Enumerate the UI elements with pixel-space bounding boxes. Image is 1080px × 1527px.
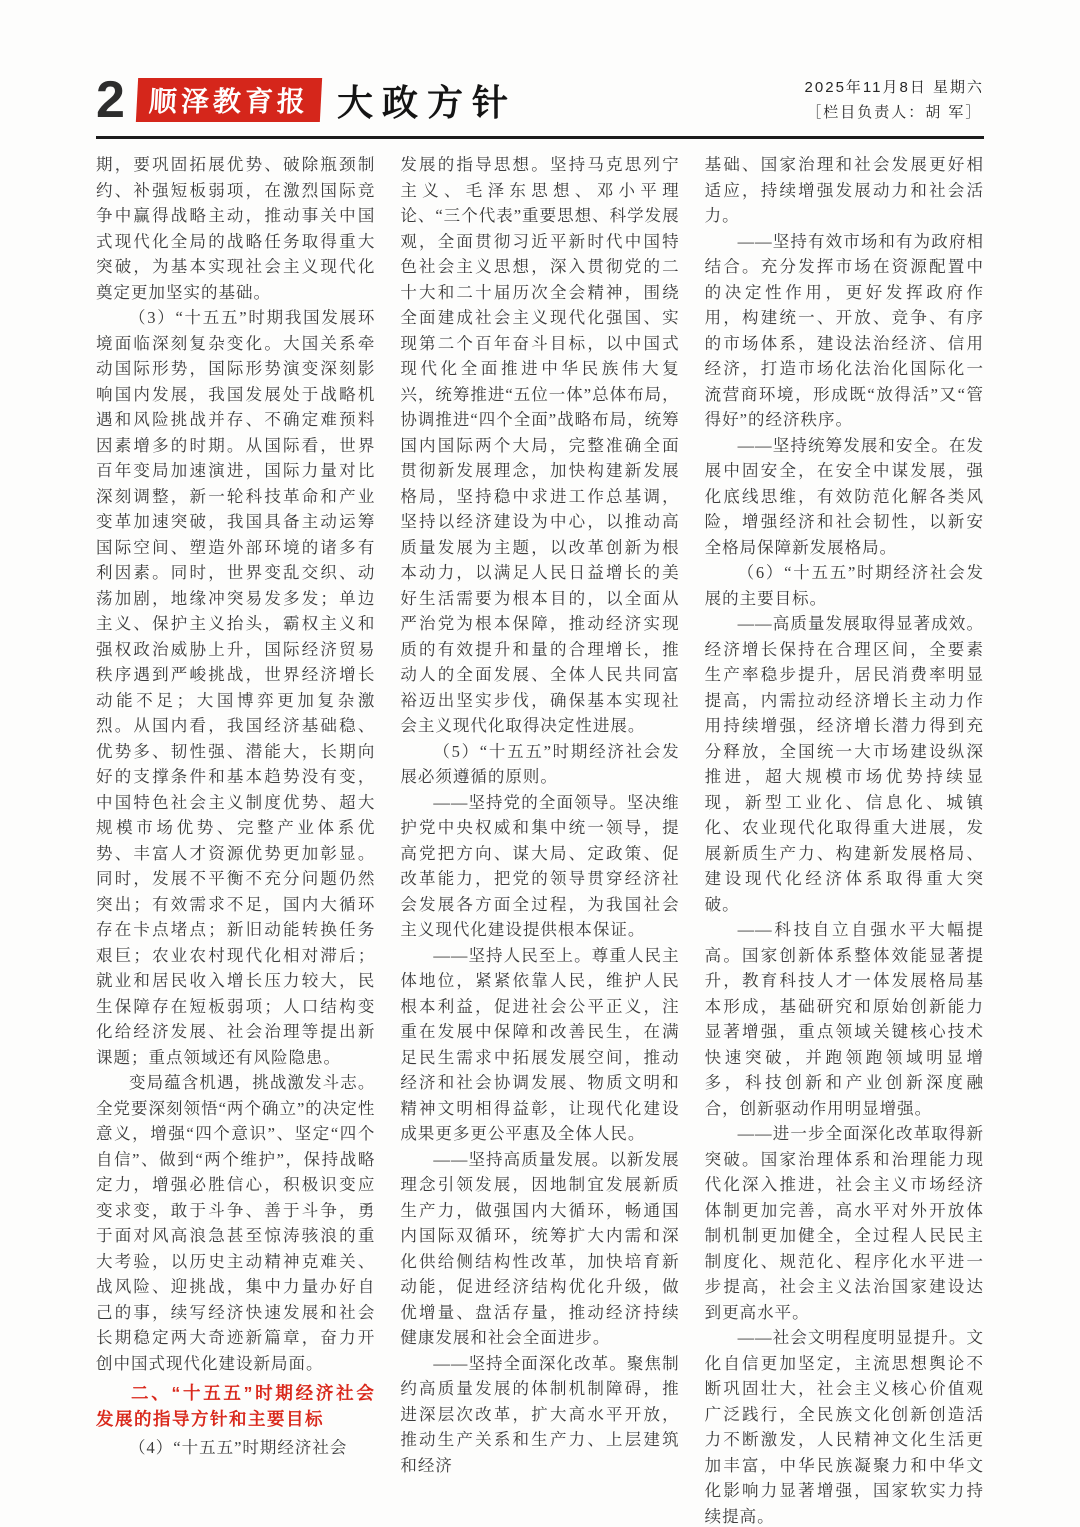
header-meta <box>805 75 984 126</box>
paragraph: ——坚持高质量发展。以新发展理念引领发展，因地制宜发展新质生产力，做强国内大循环，畅通国内国际双循环，统筹扩大内需和深化供给侧结构性改革，加快培育新动能，促进经济结构优化升级，做优增量、盘活存量，推动经济持续健康发展和社会全面进步。 <box>400 1149 680 1347</box>
article-body <box>96 152 984 1527</box>
paragraph: ——坚持党的全面领导。坚决维护党中央权威和集中统一领导，提高党把方向、谋大局、定政策、促改革能力，把党的领导贯穿经济社会发展各方面全过程，为我国社会主义现代化建设提供根本保证。 <box>400 792 680 939</box>
page-number: 2 <box>96 71 125 129</box>
column-1 <box>96 152 375 1527</box>
editor-line: ［栏目负责人：胡 军］ <box>806 104 983 121</box>
paragraph: ——坚持全面深化改革。聚焦制约高质量发展的体制机制障碍，推进深层次改革，扩大高水平开放，推动生产关系和生产力、上层建筑和经济 <box>400 1353 680 1475</box>
paragraph: （5）“十五五”时期经济社会发展必须遵循的原则。 <box>400 741 680 786</box>
masthead-text: 顺泽教育报 <box>147 85 310 118</box>
paragraph: ——坚持有效市场和有为政府相结合。充分发挥市场在资源配置中的决定性作用，更好发挥政府作用，构建统一、开放、竞争、有序的市场体系，建设法治经济、信用经济，打造市场化法治化国际化一流营商环境，形成既“放得活”又“管得好”的经济秩序。 <box>704 231 984 429</box>
paragraph: 基础、国家治理和社会发展更好相适应，持续增强发展动力和社会活力。 <box>704 155 984 225</box>
paragraph: ——科技自立自强水平大幅提高。国家创新体系整体效能显著提升，教育科技人才一体发展格局基本形成，基础研究和原始创新能力显著增强，重点领域关键核心技术快速突破，并跑领跑领域明显增多，科技创新和产业创新深度融合，创新驱动作用明显增强。 <box>704 920 984 1118</box>
masthead-logo <box>136 78 322 122</box>
section-title: 大政方针 <box>336 81 517 123</box>
paragraph: ——社会文明程度明显提升。文化自信更加坚定，主流思想舆论不断巩固壮大，社会主义核心价值观广泛践行，全民族文化创新创造活力不断激发，人民精神文化生活更加丰富，中华民族凝聚力和中华文化影响力显著增强，国家软实力持续提高。 <box>704 1328 984 1526</box>
header-rule <box>96 136 984 139</box>
paragraph: 期，要巩固拓展优势、破除瓶颈制约、补强短板弱项，在激烈国际竞争中赢得战略主动，推动事关中国式现代化全局的战略任务取得重大突破，为基本实现社会主义现代化奠定更加坚实的基础。 <box>96 155 376 302</box>
column-2 <box>400 152 679 1527</box>
date-line: 2025年11月8日 星期六 <box>804 78 984 96</box>
paragraph: ——进一步全面深化改革取得新突破。国家治理体系和治理能力现代化深入推进，社会主义市场经济体制更加完善，高水平对外开放体制机制更加健全，全过程人民民主制度化、规范化、程序化水平进一步提高，社会主义法治国家建设达到更高水平。 <box>704 1124 984 1322</box>
page-header <box>96 71 984 129</box>
paragraph: ——高质量发展取得显著成效。经济增长保持在合理区间，全要素生产率稳步提升，居民消费率明显提高，内需拉动经济增长主动力作用持续增强，经济增长潜力得到充分释放，全国统一大市场建设纵深推进，超大规模市场优势持续显现，新型工业化、信息化、城镇化、农业现代化取得重大进展，发展新质生产力、构建新发展格局、建设现代化经济体系取得重大突破。 <box>704 614 984 914</box>
paragraph: 发展的指导思想。坚持马克思列宁主义、毛泽东思想、邓小平理论、“三个代表”重要思想、科学发展观，全面贯彻习近平新时代中国特色社会主义思想，深入贯彻党的二十大和二十届历次全会精神，围绕全面建成社会主义现代化强国、实现第二个百年奋斗目标，以中国式现代化全面推进中华民族伟大复兴，统筹推进“五位一体”总体布局，协调推进“四个全面”战略布局，统筹国内国际两个大局，完整准确全面贯彻新发展理念，加快构建新发展格局，坚持稳中求进工作总基调，坚持以经济建设为中心，以推动高质量发展为主题，以改革创新为根本动力，以满足人民日益增长的美好生活需要为根本目的，以全面从严治党为根本保障，推动经济实现质的有效提升和量的合理增长，推动人的全面发展、全体人民共同富裕迈出坚实步伐，确保基本实现社会主义现代化取得决定性进展。 <box>400 155 680 735</box>
column-3 <box>705 152 984 1527</box>
paragraph: （4）“十五五”时期经济社会 <box>129 1438 348 1457</box>
paragraph: （6）“十五五”时期经济社会发展的主要目标。 <box>704 563 984 608</box>
section-heading: 二、“十五五”时期经济社会发展的指导方针和主要目标 <box>96 1383 376 1429</box>
paragraph: ——坚持统筹发展和安全。在发展中固安全，在安全中谋发展，强化底线思维，有效防范化解各类风险，增强经济和社会韧性，以新安全格局保障新发展格局。 <box>704 435 984 557</box>
paragraph: ——坚持人民至上。尊重人民主体地位，紧紧依靠人民，维护人民根本利益，促进社会公平正义，注重在发展中保障和改善民生，在满足民生需求中拓展发展空间，推动经济和社会协调发展、物质文明和精神文明相得益彰，让现代化建设成果更多更公平惠及全体人民。 <box>400 945 680 1143</box>
paragraph: 变局蕴含机遇，挑战激发斗志。全党要深刻领悟“两个确立”的决定性意义，增强“四个意识”、坚定“四个自信”、做到“两个维护”，保持战略定力，增强必胜信心，积极识变应变求变，敢于斗争、善于斗争，勇于面对风高浪急甚至惊涛骇浪的重大考验，以历史主动精神克难关、战风险、迎挑战，集中力量办好自己的事，续写经济快速发展和社会长期稳定两大奇迹新篇章，奋力开创中国式现代化建设新局面。 <box>96 1073 376 1373</box>
paragraph: （3）“十五五”时期我国发展环境面临深刻复杂变化。大国关系牵动国际形势，国际形势演变深刻影响国内发展，我国发展处于战略机遇和风险挑战并存、不确定难预料因素增多的时期。从国际看，世界百年变局加速演进，国际力量对比深刻调整，新一轮科技革命和产业变革加速突破，我国具备主动运筹国际空间、塑造外部环境的诸多有利因素。同时，世界变乱交织、动荡加剧，地缘冲突易发多发；单边主义、保护主义抬头，霸权主义和强权政治威胁上升，国际经济贸易秩序遇到严峻挑战，世界经济增长动能不足；大国博弈更加复杂激烈。从国内看，我国经济基础稳、优势多、韧性强、潜能大，长期向好的支撑条件和基本趋势没有变，中国特色社会主义制度优势、超大规模市场优势、完整产业体系优势、丰富人才资源优势更加彰显。同时，发展不平衡不充分问题仍然突出；有效需求不足，国内大循环存在卡点堵点；新旧动能转换任务艰巨；农业农村现代化相对滞后；就业和居民收入增长压力较大，民生保障存在短板弱项；人口结构变化给经济发展、社会治理等提出新课题；重点领域还有风险隐患。 <box>96 308 376 1067</box>
